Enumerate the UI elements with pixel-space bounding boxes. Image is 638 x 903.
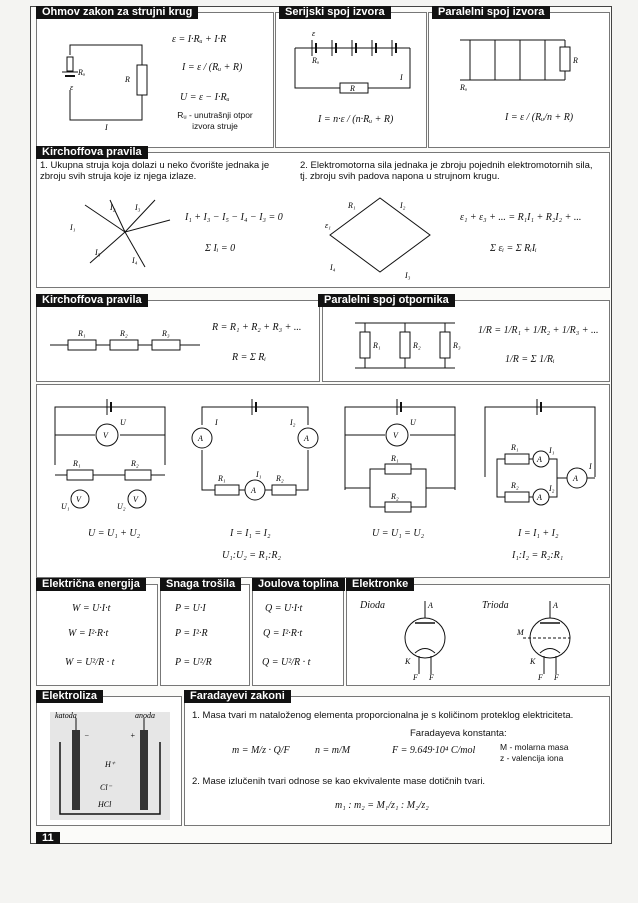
k-i4-label: I₄: [132, 256, 138, 265]
c2-i2-label: I₂: [290, 418, 296, 427]
c1-u2-label: U₂: [117, 502, 126, 511]
series-r1-label: R₁: [78, 329, 86, 338]
c1-r1-label: R₁: [73, 459, 81, 468]
faraday-law-2: 2. Mase izlučenih tvari odnose se kao ekvivalente mase dotičnih tvari.: [192, 776, 486, 787]
par-r3-label: R₃: [453, 341, 461, 350]
circuit1-formula: U = U₁ + U₂: [88, 528, 141, 539]
parallel-sources-diagram: [455, 35, 595, 95]
serial-r-label: R: [350, 84, 355, 93]
faraday-m-formula: m = M/z · Q/F: [232, 745, 290, 756]
circuit4-formula-b: I₁:I₂ = R₂:R₁: [512, 550, 564, 561]
faraday-z-note: z - valencija iona: [500, 753, 564, 763]
diode-k-label: K: [405, 657, 411, 666]
k-loop-i4-label: I₄: [330, 263, 336, 272]
kirchhoff-rule-2: 2. Elektromotorna sila jednaka je zbroju pojednih elektromotornih sila, tj. zbroju svih padova napona u strujnom krugu.: [300, 160, 593, 182]
kirchhoff-rule-1: 1. Ukupna struja koja dolazi u neko čvorište jednaka je zbroju svih struja koje iz njega izlaze.: [40, 160, 270, 182]
c2-a1-label: A: [251, 486, 256, 495]
series-r3-label: R₃: [162, 329, 170, 338]
hcl-label: HCl: [98, 800, 112, 809]
anoda-label: anoda: [135, 711, 155, 720]
kirchhoff1-title: Kirchoffova pravila: [36, 146, 148, 159]
c1-v1-label: V: [76, 495, 81, 504]
trioda-label: Trioda: [482, 600, 509, 611]
power-formula-3: P = U²/R: [175, 657, 212, 668]
c3-r1-label: R₁: [391, 454, 399, 463]
joule-title: Joulova toplina: [252, 578, 345, 591]
faraday-m-note: M - molarna masa: [500, 742, 569, 752]
joule-formula-1: Q = U·I·t: [265, 603, 303, 614]
k-i1-label: I₁: [70, 223, 76, 232]
parallel-sources-title: Paralelni spoj izvora: [432, 6, 550, 19]
c2-a2-label: A: [304, 434, 309, 443]
c3-r2-label: R₂: [391, 492, 399, 501]
circuit-series-ammeters: [190, 395, 320, 505]
triode-tube-diagram: [515, 598, 585, 680]
parallel-resistors-diagram: [345, 318, 465, 374]
k-i2-label: I₂: [110, 203, 116, 212]
faraday-F-formula: F = 9.649·10⁴ C/mol: [392, 745, 476, 756]
c1-v2-label: V: [133, 495, 138, 504]
parallel-formula: 1/R = 1/R₁ + 1/R₂ + 1/R₃ + ...: [478, 325, 599, 336]
c1-v-label: V: [103, 431, 108, 440]
circuit-parallel-voltmeter: [335, 395, 465, 510]
c3-u-label: U: [410, 418, 416, 427]
k-e1-label: ε₁: [325, 221, 331, 230]
c4-i-label: I: [589, 462, 592, 471]
faraday-ratio-formula: m₁ : m₂ = M₁/z₁ : M₂/z₂: [335, 800, 429, 811]
triode-m-label: M: [517, 628, 524, 637]
c4-r2-label: R₂: [511, 481, 519, 490]
dioda-label: Dioda: [360, 600, 385, 611]
ohm-formula-1: ε = I·Rᵤ + I·R: [172, 34, 227, 45]
series-r2-label: R₂: [120, 329, 128, 338]
circuit2-formula-b: U₁:U₂ = R₁:R₂: [222, 550, 281, 561]
ohm-formula-2: I = ε / (Rᵤ + R): [182, 62, 243, 73]
circuit-parallel-ammeters: [475, 395, 605, 510]
kirchhoff-rule1-formula-b: Σ Iᵢ = 0: [205, 243, 236, 254]
ohm-formula-3: U = ε − I·Rᵤ: [180, 92, 230, 103]
par-r2-label: R₂: [413, 341, 421, 350]
ohm-ru-label: Rᵤ: [78, 68, 86, 77]
par-r1-label: R₁: [373, 341, 381, 350]
c4-r1-label: R₁: [511, 443, 519, 452]
joule-formula-2: Q = I²·R·t: [263, 628, 303, 639]
ohm-circuit-diagram: [50, 40, 160, 130]
electrolysis-diagram: [50, 712, 170, 820]
circuit4-formula-a: I = I₁ + I₂: [518, 528, 559, 539]
circuit3-formula: U = U₁ = U₂: [372, 528, 425, 539]
ohm-i-label: I: [105, 123, 108, 132]
electrolysis-title: Elektroliza: [36, 690, 103, 703]
series-formula: R = R₁ + R₂ + R₃ + ...: [212, 322, 302, 333]
c2-i-label: I: [215, 418, 218, 427]
series-sum-formula: R = Σ Rᵢ: [232, 352, 266, 363]
kirchhoff-loop-diagram: [320, 190, 450, 280]
faraday-title: Faradayevi zakoni: [184, 690, 291, 703]
energy-formula-3: W = U²/R · t: [65, 657, 115, 668]
parallel-sources-formula: I = ε / (Rᵤ/n + R): [505, 112, 574, 123]
c4-i2-label: I₂: [549, 484, 555, 493]
cl-ion-label: Cl⁻: [100, 783, 112, 792]
diode-a-label: A: [428, 601, 433, 610]
parallel-src-r-label: R: [573, 56, 578, 65]
faraday-n-formula: n = m/M: [315, 745, 351, 756]
c4-a1-label: A: [537, 455, 542, 464]
serial-i-label: I: [400, 73, 403, 82]
power-title: Snaga trošila: [160, 578, 241, 591]
kirchhoff-node-diagram: [70, 195, 180, 270]
c3-v-label: V: [393, 431, 398, 440]
series-resistors-diagram: [50, 330, 200, 360]
h-ion-label: H⁺: [105, 760, 115, 769]
k-loop-i3-label: I₃: [405, 271, 411, 280]
kirchhoff2-title: Kirchoffova pravila: [36, 294, 148, 307]
diode-tube-diagram: [395, 598, 455, 680]
c2-i1-label: I₁: [256, 470, 262, 479]
tubes-title: Elektronke: [346, 578, 414, 591]
c4-i1-label: I₁: [549, 446, 555, 455]
diode-f2-label: F: [429, 673, 434, 682]
kirchhoff-rule1-formula-a: I₁ + I₃ − I₅ − I₄ − I₃ = 0: [185, 212, 283, 223]
triode-a-label: A: [553, 601, 558, 610]
k-i3-label: I₃: [135, 203, 141, 212]
serial-sources-formula: I = n·ε / (n·Rᵤ + R): [318, 114, 394, 125]
ohm-note: Rᵤ - unutrašnji otpor izvora struje: [177, 110, 253, 131]
parallel-src-ru-label: Rᵤ: [460, 83, 468, 92]
ohm-eps-label: ε: [70, 83, 74, 92]
c4-a-label: A: [573, 474, 578, 483]
diode-f1-label: F: [413, 673, 418, 682]
k-i5-label: I₅: [95, 248, 101, 257]
k-r1-label: R₁: [348, 201, 356, 210]
energy-formula-1: W = U·I·t: [72, 603, 111, 614]
parallel-sum-formula: 1/R = Σ 1/Rᵢ: [505, 354, 555, 365]
c1-u1-label: U₁: [61, 502, 70, 511]
serial-sources-diagram: [290, 28, 415, 103]
energy-title: Električna energija: [36, 578, 146, 591]
serial-ru-label: Rᵤ: [312, 56, 320, 65]
c4-a2-label: A: [537, 493, 542, 502]
serial-sources-title: Serijski spoj izvora: [279, 6, 391, 19]
triode-k-label: K: [530, 657, 536, 666]
c1-r2-label: R₂: [131, 459, 139, 468]
energy-formula-2: W = I²·R·t: [68, 628, 109, 639]
kirchhoff-rule2-formula-a: ε₁ + ε₃ + ... = R₁I₁ + R₂I₂ + ...: [460, 212, 582, 223]
plus-label: +: [130, 731, 136, 740]
circuit-series-voltmeters: [45, 395, 175, 510]
triode-f2-label: F: [554, 673, 559, 682]
power-formula-2: P = I²·R: [175, 628, 208, 639]
parallel-resistors-title: Paralelni spoj otpornika: [318, 294, 455, 307]
c2-r2-label: R₂: [276, 474, 284, 483]
k-loop-i2-label: I₂: [400, 201, 406, 210]
circuit2-formula-a: I = I₁ = I₂: [230, 528, 271, 539]
serial-eps-label: ε: [312, 29, 316, 38]
page-number: 11: [36, 832, 60, 844]
faraday-const-label: Faradayeva konstanta:: [410, 728, 507, 739]
triode-f1-label: F: [538, 673, 543, 682]
katoda-label: katoda: [55, 711, 77, 720]
kirchhoff-rule2-formula-b: Σ εᵢ = Σ RᵢIᵢ: [490, 243, 537, 254]
c1-u-label: U: [120, 418, 126, 427]
c2-a-label: A: [198, 434, 203, 443]
joule-formula-3: Q = U²/R · t: [262, 657, 311, 668]
faraday-law-1: 1. Masa tvari m nataloženog elementa proporcionalna je s količinom proteklog elektriciteta.: [192, 710, 574, 721]
power-formula-1: P = U·I: [175, 603, 206, 614]
ohm-title: Ohmov zakon za strujni krug: [36, 6, 198, 19]
minus-label: −: [84, 731, 90, 740]
ohm-r-label: R: [125, 75, 130, 84]
c2-r1-label: R₁: [218, 474, 226, 483]
